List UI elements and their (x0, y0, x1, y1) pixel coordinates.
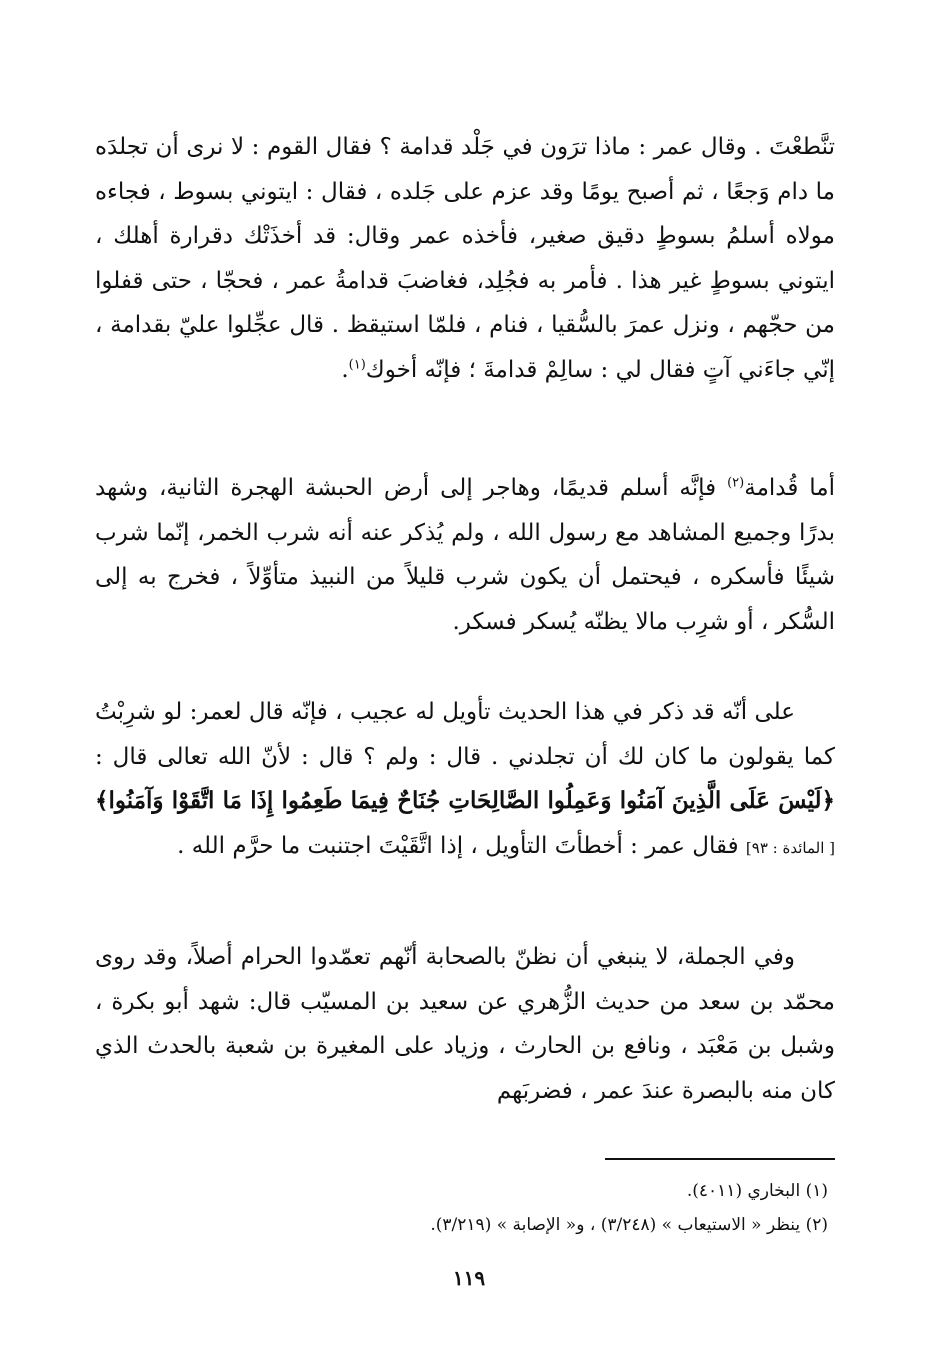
paragraph-interpretation (95, 690, 835, 870)
paragraph-text: على أنّه قد ذكر في هذا الحديث تأويل له عجيب ، فإنّه قال لعمر: لو شرِبْتُ كما يقولون ما كان لك أن تجلدني . قال : ولم ؟ قال : لأنّ الله تعالى قال : (95, 699, 835, 770)
paragraph-text: فقال عمر : أخطأتَ التأويل ، إذا اتَّقَيْتَ اجتنبت ما حرَّم الله . (177, 832, 746, 859)
footnote-marker: (٢) (727, 475, 745, 491)
footnote: (١) البخاري (٤٠١١). (686, 1181, 828, 1201)
paragraph-text: وفي الجملة، لا ينبغي أن نظنّ بالصحابة أنّهم تعمّدوا الحرام أصلاً، وقد روى محمّد بن سعد من حديث الزُّهري عن سعيد بن المسيّب قال: شهد أبو بكرة ، وشبل بن مَعْبَد ، ونافع بن الحارث ، وزياد على المغيرة بن شعبة بالحدث الذي كان منه بالبصرة عندَ عمر ، فضربَهم (95, 944, 835, 1104)
paragraph-text: فإنَّه أسلم قديمًا، وهاجر إلى أرض الحبشة الهجرة الثانية، وشهد بدرًا وجميع المشاهد مع رسول الله ، ولم يُذكر عنه أنه شرب الخمر، إنّما شرب شيئًا فأسكره ، فيحتمل أن يكون شرب قليلاً من النبيذ متأوِّلاً ، فخرج به إلى السُّكر ، أو شرِب مالا يظنّه يُسكر فسكر. (95, 475, 835, 635)
paragraph-text: تنَّطعْتَ . وقال عمر : ماذا ترَون في جَلْد قدامة ؟ فقال القوم : لا نرى أن تجلدَه ما دام وَجعًا ، ثم أصبح يومًا وقد عزم على جَلده ، فقال : ايتوني بسوط ، فجاءه مولاه أسلمُ بسوطٍ دقيق صغير، فأخذه عمر وقال: قد أخذَتْك دقرارة أهلك ، ايتوني بسوطٍ غير هذا . فأمر به فجُلِد، فغاضبَ قدامةُ عمر ، فحجّا ، حتى قفلوا من حجّهم ، ونزل عمرَ بالسُّقيا ، فنام ، فلمّا استيقظ . قال عجِّلوا عليّ بقدامة ، إنّي جاءَني آتٍ فقال لي : سالِمْ قدامةَ ؛ فإنّه أخوك (95, 134, 835, 383)
paragraph-continued (95, 125, 835, 392)
footnote-divider (605, 1158, 835, 1160)
paragraph-lead: أما قُدامة (744, 475, 836, 501)
quran-verse: ﴿لَيْسَ عَلَى الَّذِينَ آمَنُوا وَعَمِلُوا الصَّالِحَاتِ جُنَاحٌ فِيمَا طَعِمُوا إِذَا مَا اتَّقَوْا وَآمَنُوا﴾ (95, 787, 835, 814)
page-number: ١١٩ (452, 1266, 486, 1290)
paragraph-qudama (95, 466, 835, 644)
paragraph-end: . (341, 356, 349, 383)
paragraph-summary (95, 935, 835, 1113)
footnote: (٢) ينظر « الاستيعاب » (٣/٢٤٨) ، و« الإصابة » (٣/٢١٩). (430, 1215, 828, 1235)
verse-reference: [ المائدة : ٩٣] (745, 838, 835, 857)
footnote-marker: (١) (348, 356, 366, 372)
